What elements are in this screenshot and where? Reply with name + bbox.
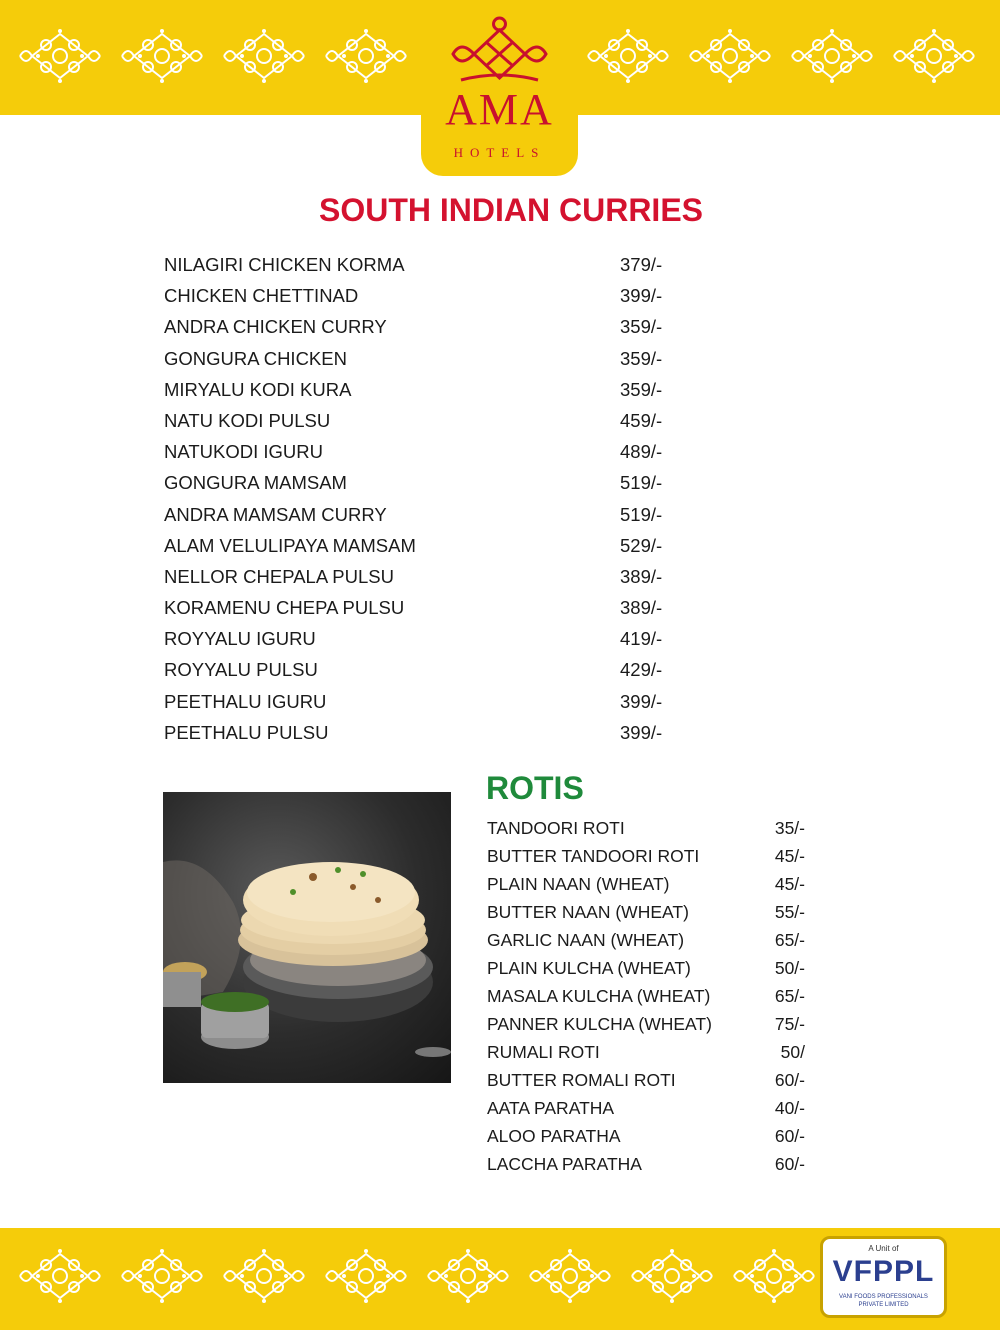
menu-item (487, 1122, 817, 1150)
rangoli-icon (890, 28, 978, 84)
menu-item (164, 623, 684, 654)
rangoli-icon (16, 28, 104, 84)
menu-item-price: 429/- (620, 659, 663, 681)
menu-item-name: ALOO PARATHA (487, 1126, 621, 1146)
menu-item (487, 926, 817, 954)
menu-item-name: KORAMENU CHEPA PULSU (164, 597, 405, 619)
menu-item-name: RUMALI ROTI (487, 1042, 600, 1062)
menu-item (164, 280, 684, 311)
menu-item-name: BUTTER ROMALI ROTI (487, 1070, 676, 1090)
badge-name: VFPPL (832, 1255, 935, 1288)
menu-item-name: ALAM VELULIPAYA MAMSAM (164, 534, 416, 556)
menu-item-name: AATA PARATHA (487, 1098, 615, 1118)
menu-item-price: 60/- (774, 1154, 805, 1174)
menu-item-name: PEETHALU IGURU (164, 690, 327, 712)
menu-item-name: NELLOR CHEPALA PULSU (164, 565, 394, 587)
menu-item-price: 35/- (774, 818, 805, 838)
logo-emblem-icon (441, 10, 558, 90)
menu-item-name: GONGURA CHICKEN (164, 347, 347, 369)
menu-item (164, 436, 684, 467)
rangoli-icon (220, 28, 308, 84)
menu-item (164, 374, 684, 405)
badge-full-name-line1: VANI FOODS PROFESSIONALS (839, 1294, 928, 1300)
rangoli-icon (526, 1248, 614, 1304)
menu-item (164, 249, 684, 280)
menu-item-price: 529/- (620, 534, 663, 556)
rangoli-icon (16, 1248, 104, 1304)
rangoli-icon (788, 28, 876, 84)
menu-item (164, 592, 684, 623)
menu-item (164, 530, 684, 561)
menu-item-price: 60/- (774, 1126, 805, 1146)
menu-item-price: 459/- (620, 409, 663, 431)
menu-item (164, 686, 684, 717)
rangoli-pattern-right (584, 28, 978, 84)
menu-item-name: LACCHA PARATHA (487, 1154, 642, 1174)
menu-item-price: 75/- (774, 1014, 805, 1034)
menu-item-price: 519/- (620, 503, 663, 525)
menu-item (487, 870, 817, 898)
menu-item-price: 65/- (774, 986, 805, 1006)
menu-item (487, 842, 817, 870)
menu-item (487, 1038, 817, 1066)
rangoli-icon (628, 1248, 716, 1304)
badge-unit-text: A Unit of (868, 1244, 899, 1253)
rangoli-icon (220, 1248, 308, 1304)
menu-item-name: NILAGIRI CHICKEN KORMA (164, 254, 405, 275)
menu-item-name: BUTTER NAAN (WHEAT) (487, 902, 689, 922)
menu-item (487, 982, 817, 1010)
menu-item-price: 489/- (620, 441, 663, 463)
menu-item (164, 343, 684, 374)
menu-item (487, 898, 817, 926)
menu-item (487, 1010, 817, 1038)
menu-item-price: 359/- (620, 378, 663, 400)
menu-item-name: NATUKODI IGURU (164, 441, 323, 463)
menu-item (164, 717, 684, 748)
menu-item-name: ROYYALU IGURU (164, 628, 316, 650)
menu-item (164, 654, 684, 685)
menu-item (164, 311, 684, 342)
menu-item-name: TANDOORI ROTI (487, 818, 625, 838)
menu-item-price: 399/- (620, 285, 663, 307)
vfppl-badge (820, 1236, 947, 1318)
menu-item-name: PLAIN NAAN (WHEAT) (487, 874, 670, 894)
section-title-rotis: ROTIS (486, 770, 584, 806)
menu-item (164, 499, 684, 530)
brand-subtitle: HOTELS (453, 145, 546, 160)
menu-item-name: PANNER KULCHA (WHEAT) (487, 1014, 712, 1034)
menu-item-name: GONGURA MAMSAM (164, 472, 347, 494)
menu-item-name: ANDRA MAMSAM CURRY (164, 503, 387, 525)
menu-item-price: 379/- (620, 254, 663, 275)
menu-item-name: GARLIC NAAN (WHEAT) (487, 930, 685, 950)
menu-item-name: ANDRA CHICKEN CURRY (164, 316, 387, 338)
menu-item-price: 389/- (620, 597, 663, 619)
rangoli-pattern-footer (16, 1248, 818, 1304)
rangoli-icon (118, 1248, 206, 1304)
menu-item (487, 1150, 817, 1178)
menu-item-price: 359/- (620, 347, 663, 369)
menu-item-name: PLAIN KULCHA (WHEAT) (487, 958, 691, 978)
badge-full-name (829, 1293, 938, 1309)
roti-photo (163, 792, 451, 1083)
menu-item-price: 40/- (774, 1098, 805, 1118)
brand-name: AMA (445, 85, 554, 134)
section-title-curries: SOUTH INDIAN CURRIES (318, 192, 703, 228)
rangoli-icon (584, 28, 672, 84)
menu-item-price: 65/- (774, 930, 805, 950)
menu-item (487, 954, 817, 982)
menu-item-price: 50/ (780, 1042, 805, 1062)
menu-item (487, 1094, 817, 1122)
menu-item-price: 55/- (774, 902, 805, 922)
menu-item-price: 359/- (620, 316, 663, 338)
rangoli-icon (424, 1248, 512, 1304)
menu-item (487, 814, 817, 842)
menu-item-price: 519/- (620, 472, 663, 494)
rangoli-icon (322, 28, 410, 84)
menu-item (164, 561, 684, 592)
brand-logo (421, 0, 578, 176)
rangoli-icon (118, 28, 206, 84)
menu-item-price: 50/- (774, 958, 805, 978)
rangoli-icon (686, 28, 774, 84)
menu-item-name: BUTTER TANDOORI ROTI (487, 846, 700, 866)
menu-item-name: NATU KODI PULSU (164, 409, 331, 431)
menu-item-price: 389/- (620, 565, 663, 587)
menu-item-price: 419/- (620, 628, 663, 650)
menu-item-price: 399/- (620, 721, 663, 743)
menu-item-name: MIRYALU KODI KURA (164, 378, 352, 400)
curry-list (164, 249, 684, 748)
menu-item-name: CHICKEN CHETTINAD (164, 285, 359, 307)
menu-item-name: ROYYALU PULSU (164, 659, 318, 681)
badge-full-name-line2: PRIVATE LIMITED (858, 1302, 909, 1308)
menu-item (164, 467, 684, 498)
menu-item (487, 1066, 817, 1094)
menu-item (164, 405, 684, 436)
rangoli-pattern-left (16, 28, 410, 84)
menu-item-price: 60/- (774, 1070, 805, 1090)
menu-item-name: PEETHALU PULSU (164, 721, 329, 743)
roti-plate-image (163, 792, 451, 1083)
menu-item-name: MASALA KULCHA (WHEAT) (487, 986, 711, 1006)
rangoli-icon (322, 1248, 410, 1304)
roti-list (487, 814, 817, 1178)
rangoli-icon (730, 1248, 818, 1304)
menu-item-price: 45/- (774, 874, 805, 894)
menu-item-price: 45/- (774, 846, 805, 866)
menu-item-price: 399/- (620, 690, 663, 712)
